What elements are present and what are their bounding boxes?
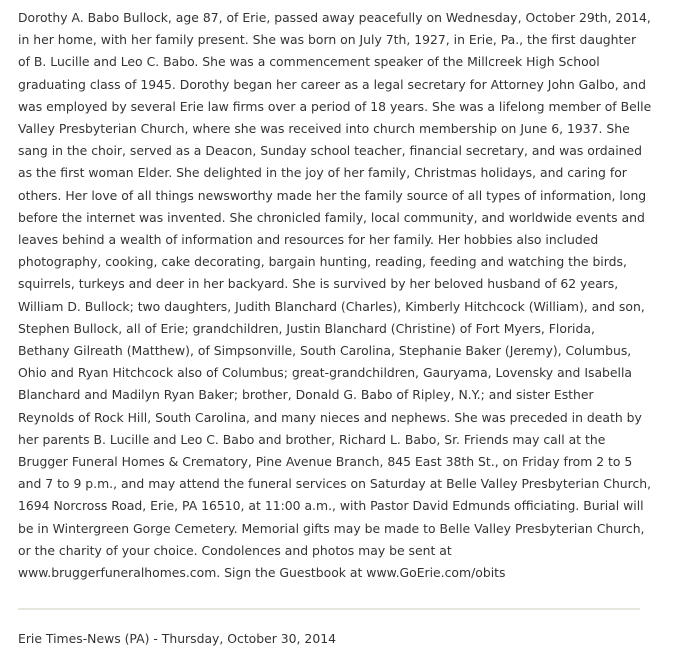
obituary-line: Reynolds of Rock Hill, South Carolina, and many nieces and nephews. She was preceded in death by: [18, 409, 642, 425]
obituary-line: leaves behind a wealth of information and resources for her family. Her hobbies also included: [18, 232, 599, 248]
obituary-line: 1694 Norcross Road, Erie, PA 16510, at 11:00 a.m., with Pastor David Edmunds officiating. Burial will: [18, 498, 644, 514]
obituary-line: be in Wintergreen Gorge Cemetery. Memorial gifts may be made to Belle Valley Presbyterian Church,: [18, 520, 645, 536]
obituary-line: graduating class of 1945. Dorothy began her career as a legal secretary for Attorney John Galbo, and: [18, 76, 646, 92]
publication-source: Erie Times-News (PA) - Thursday, October 30, 2014: [18, 631, 336, 646]
obituary-line: others. Her love of all things newsworthy made her the family source of all types of information, long: [18, 187, 647, 203]
obituary-line: as the first woman Elder. She delighted in the joy of her family, Christmas holidays, and caring for: [18, 165, 627, 181]
obituary-line: her parents B. Lucille and Leo C. Babo and brother, Richard L. Babo, Sr. Friends may call at the: [18, 431, 606, 447]
obituary-line: sang in the choir, served as a Deacon, Sunday school teacher, financial secretary, and was ordained: [18, 143, 642, 159]
obituary-line: Blanchard and Madilyn Ryan Baker; brother, Donald G. Babo of Ripley, N.Y.; and sister Esther: [18, 387, 594, 403]
obituary-line: or the charity of your choice. Condolences and photos may be sent at: [18, 542, 452, 558]
obituary-line: www.bruggerfuneralhomes.com. Sign the Guestbook at www.GoErie.com/obits: [18, 565, 506, 581]
obituary-line: William D. Bullock; two daughters, Judith Blanchard (Charles), Kimberly Hitchcock (William), and son,: [18, 298, 645, 314]
footer-divider: [18, 608, 640, 610]
obituary-text: [18, 7, 678, 584]
obituary-line: Brugger Funeral Homes & Crematory, Pine Avenue Branch, 845 East 38th St., on Friday from 2 to 5: [18, 454, 633, 470]
obituary-line: Valley Presbyterian Church, where she was received into church membership on June 6, 1937. She: [18, 121, 630, 137]
obituary-line: Ohio and Ryan Hitchcock also of Columbus; great-grandchildren, Gauryama, Lovensky and Isabella: [18, 365, 633, 381]
obituary-line: Stephen Bullock, all of Erie; grandchildren, Justin Blanchard (Christine) of Fort Myers, Florida,: [18, 320, 595, 336]
obituary-line: in her home, with her family present. She was born on July 7th, 1927, in Erie, Pa., the first daughter: [18, 32, 637, 48]
obituary-line: photography, cooking, cake decorating, bargain hunting, reading, feeding and watching the birds,: [18, 254, 627, 270]
obituary-line: squirrels, turkeys and deer in her backyard. She is survived by her beloved husband of 62 years,: [18, 276, 619, 292]
obituary-line: of B. Lucille and Leo C. Babo. She was a commencement speaker of the Millcreek High School: [18, 54, 600, 70]
obituary-line: before the internet was invented. She chronicled family, local community, and worldwide events and: [18, 209, 645, 225]
obituary-line: Bethany Gilreath (Matthew), of Simpsonville, South Carolina, Stephanie Baker (Jeremy), Columbus,: [18, 343, 632, 359]
obituary-line: and 7 to 9 p.m., and may attend the funeral services on Saturday at Belle Valley Presbyterian Church,: [18, 476, 652, 492]
obituary-line: Dorothy A. Babo Bullock, age 87, of Erie, passed away peacefully on Wednesday, October 29th, 2014,: [18, 10, 651, 25]
obituary-line: was employed by several Erie law firms over a period of 18 years. She was a lifelong member of Belle: [18, 98, 652, 114]
